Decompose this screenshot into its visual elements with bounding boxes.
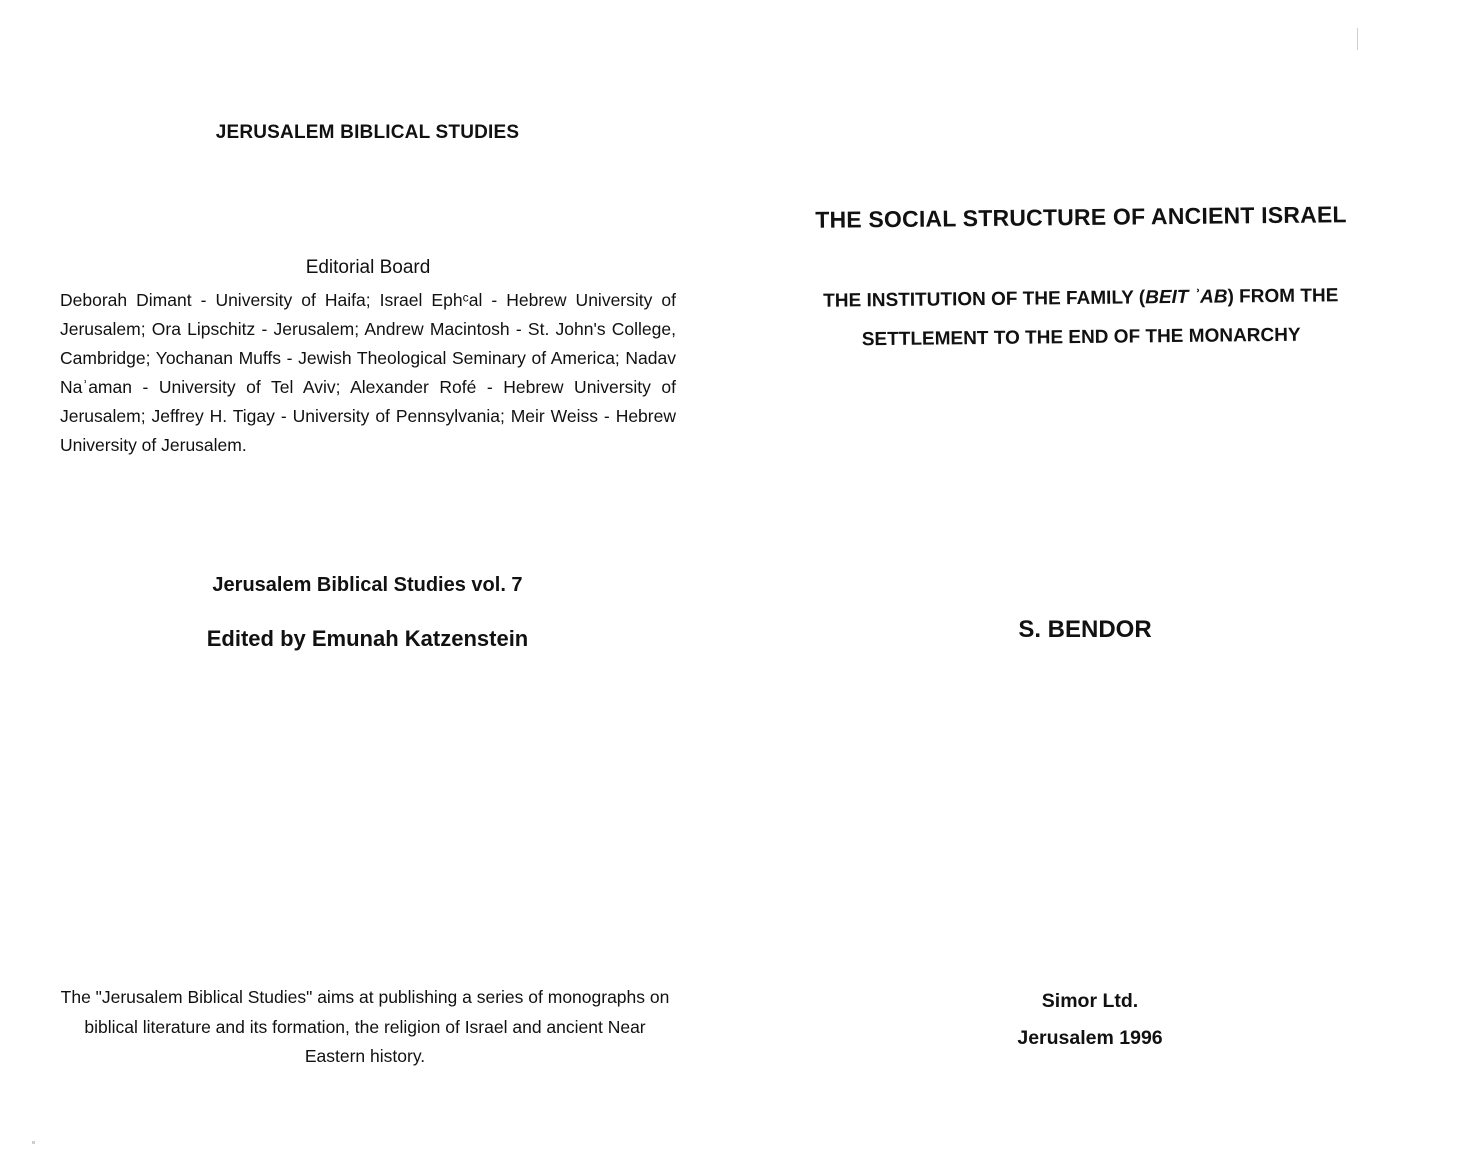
scan-mark [1357, 28, 1358, 50]
book-title: THE SOCIAL STRUCTURE OF ANCIENT ISRAEL [815, 201, 1347, 233]
scan-speck [32, 1141, 35, 1144]
series-title: JERUSALEM BIBLICAL STUDIES [215, 122, 520, 143]
subtitle-italic-term: BEIT ʾAB [1145, 286, 1228, 309]
book-subtitle [790, 276, 1373, 360]
editor-line: Edited by Emunah Katzenstein [206, 626, 529, 651]
author-name: S. BENDOR [1018, 616, 1152, 643]
subtitle-part-1: THE INSTITUTION OF THE FAMILY ( [823, 287, 1146, 312]
subtitle-part-2: ) FROM THE SETTLEMENT TO THE END OF THE MONARCHY [861, 285, 1339, 351]
publication-place-year: Jerusalem 1996 [1017, 1027, 1163, 1049]
series-description: The "Jerusalem Biblical Studies" aims at publishing a series of monographs on biblical literature and its formation, the religion of Israel and ancient Near Eastern history. [60, 987, 670, 1066]
publisher-name: Simor Ltd. [1041, 990, 1139, 1012]
editorial-board-members: Deborah Dimant - University of Haifa; Israel Ephᶜal - Hebrew University of Jerusalem; Ora Lipschitz - Jerusalem; Andrew Macintosh - St. John's College, Cambridge; Yochanan Muffs - Jewish Theological Seminary of America; Nadav Naʾaman - University of Tel Aviv; Alexander Rofé - Hebrew University of Jerusalem; Jeffrey H. Tigay - University of Pennsylvania; Meir Weiss - Hebrew University of Jerusalem. [60, 290, 676, 455]
volume-line: Jerusalem Biblical Studies vol. 7 [212, 574, 523, 596]
editorial-board-heading: Editorial Board [305, 257, 431, 278]
